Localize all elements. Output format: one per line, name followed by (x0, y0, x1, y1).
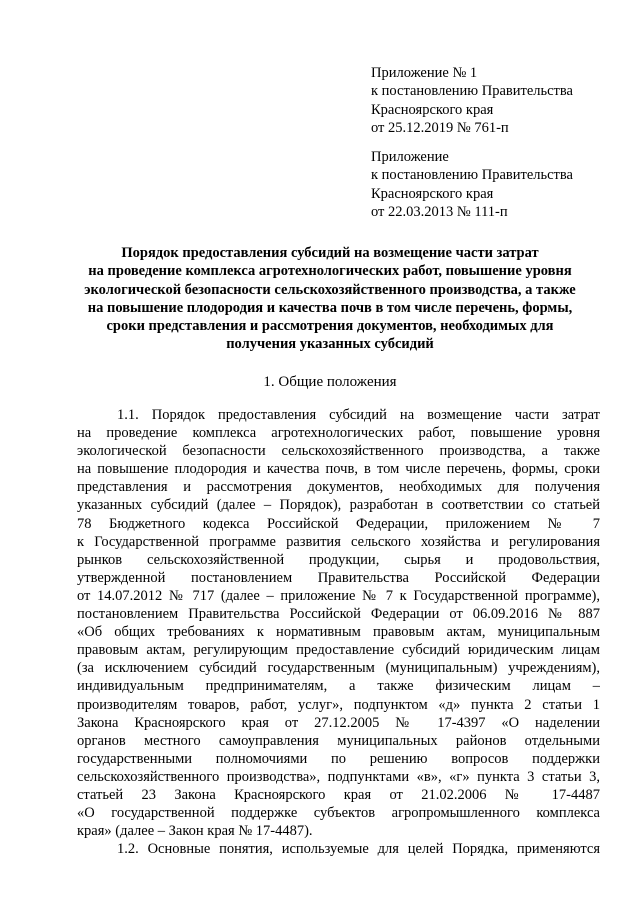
title-line: экологической безопасности сельскохозяйственного производства, а также (84, 281, 576, 298)
text-line: «Об общих требованиях к нормативным правовым актам, муниципальным (77, 624, 600, 641)
title-line: получения указанных субсидий (226, 336, 434, 353)
text-line: органов местного самоуправления муниципальных районов отдельными (77, 732, 600, 749)
document-title (60, 244, 600, 354)
appendix-stamp-current (371, 64, 621, 137)
text-line: утвержденной постановлением Правительства Российской Федерации (77, 569, 600, 586)
appendix-line: Приложение (371, 149, 449, 165)
text-line: рынков сельскохозяйственной продукции, сырья и продовольствия, (77, 551, 600, 568)
text-line: (за исключением субсидий государственным (муниципальным) учреждениям), (77, 660, 600, 677)
appendix-line: Красноярского края (371, 185, 494, 202)
section-heading: 1. Общие положения (263, 374, 397, 390)
title-line: на повышение плодородия и качества почв в том числе перечень, формы, (87, 299, 573, 316)
text-line: «О государственной поддержке субъектов агропромышленного комплекса (77, 805, 600, 822)
appendix-line: Приложение № 1 (371, 65, 478, 81)
text-line: 1.2. Основные понятия, используемые для целей Порядка, применяются (117, 841, 600, 858)
text-line: на повышение плодородия и качества почв, в том числе перечень, формы, сроки (77, 461, 600, 478)
paragraph-1-2 (77, 840, 600, 858)
text-line: статьей 23 Закона Красноярского края от 21.02.2006 № 17-4487 (77, 786, 600, 803)
text-line: постановлением Правительства Российской Федерации от 06.09.2016 № 887 (77, 606, 600, 623)
title-line: Порядок предоставления субсидий на возмещение части затрат (121, 245, 539, 261)
text-line: к Государственной программе развития сельского хозяйства и регулирования (77, 533, 600, 550)
title-line: сроки представления и рассмотрения документов, необходимых для (106, 318, 554, 335)
appendix-line: Красноярского края (371, 101, 494, 118)
text-line: сельскохозяйственного производства», подпунктами «в», «г» пункта 3 статьи 3, (77, 768, 600, 785)
text-line: государственными полномочиями по решению вопросов поддержки (77, 750, 600, 767)
appendix-line: от 25.12.2019 № 761-п (371, 119, 509, 136)
text-line: указанных субсидий (далее – Порядок), разработан в соответствии со статьей (77, 497, 600, 514)
text-line: на проведение комплекса агротехнологических работ, повышение уровня (77, 425, 600, 442)
body-text (77, 406, 600, 858)
text-line: Закона Красноярского края от 27.12.2005 № 17-4397 «О наделении (77, 714, 600, 731)
text-line: 78 Бюджетного кодекса Российской Федерации, приложением № 7 (77, 515, 600, 532)
text-line: 1.1. Порядок предоставления субсидий на возмещение части затрат (117, 407, 600, 423)
text-line: экологической безопасности сельскохозяйственного производства, а также (77, 443, 600, 460)
text-line: индивидуальным предпринимателям, а также физическим лицам – (77, 678, 600, 695)
appendix-line: от 22.03.2013 № 111-п (371, 203, 508, 220)
appendix-line: к постановлению Правительства (371, 83, 573, 100)
text-line: края» (далее – Закон края № 17-4487). (77, 823, 313, 840)
text-line: представления и рассмотрения документов, необходимых для получения (77, 479, 600, 496)
text-line: от 14.07.2012 № 717 (далее – приложение № 7 к Государственной программе), (77, 587, 600, 604)
paragraph-1-1 (77, 406, 600, 840)
text-line: правовым актам, регулирующим предоставление субсидий юридическим лицам (77, 642, 600, 659)
text-line: производителям товаров, работ, услуг», подпунктом «д» пункта 2 статьи 1 (77, 696, 600, 713)
appendix-stamp-original (371, 148, 621, 221)
appendix-line: к постановлению Правительства (371, 167, 573, 184)
title-line: на проведение комплекса агротехнологических работ, повышение уровня (88, 263, 572, 280)
